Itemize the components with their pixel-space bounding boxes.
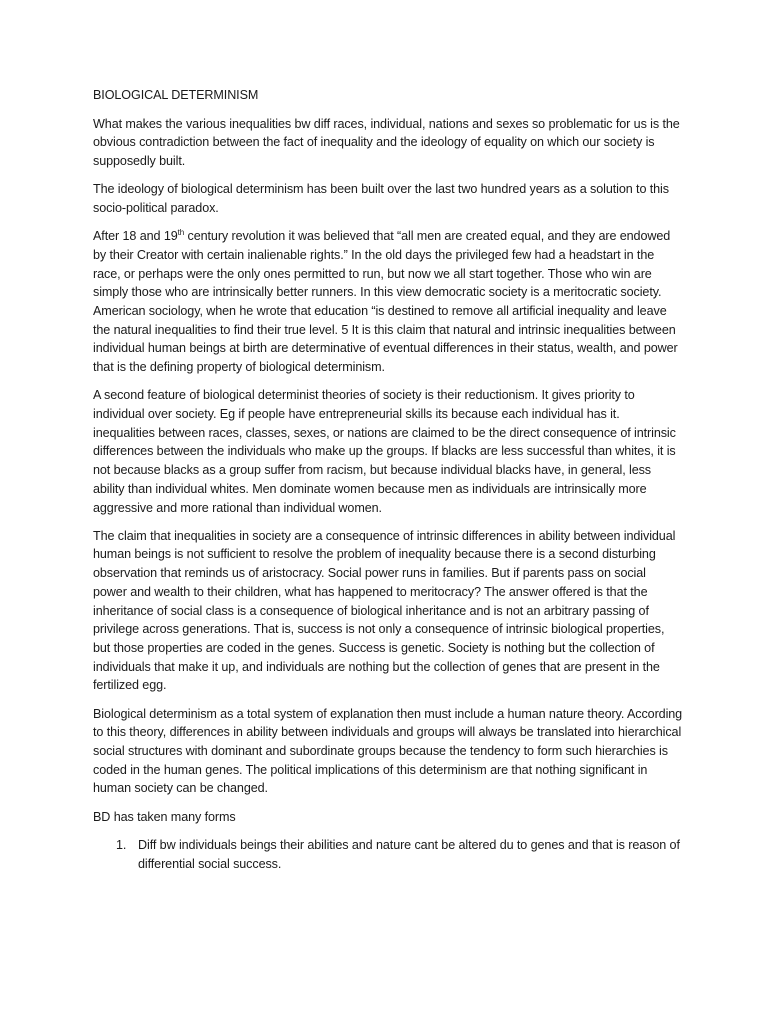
list-item bbox=[93, 836, 683, 873]
paragraph-3 bbox=[93, 227, 683, 377]
paragraph-3-body: century revolution it was believed that “all men are created equal, and they are endowed by their Creator with certain inalienable rights.” In the old days the privileged few had a headstart in the race, or perhaps were the only ones permitted to run, but now we all start together. Those who win are simply those who are intrinsically better runners. In this view democratic society is a meritocratic society. American sociology, when he wrote that education “is destined to remove all artificial inequality and leave the natural inequalities to find their true level. 5 It is this claim that natural and intrinsic inequalities between individual human beings at birth are determinative of eventual differences in their status, wealth, and power that is the defining property of biological determinism. bbox=[93, 229, 678, 375]
paragraph-2: The ideology of biological determinism has been built over the last two hundred years as a solution to this socio-political paradox. bbox=[93, 182, 669, 216]
document-page bbox=[93, 86, 683, 873]
list-item-number: 1. bbox=[116, 837, 127, 852]
paragraph-4: A second feature of biological determinist theories of society is their reductionism. It gives priority to individual over society. Eg if people have entrepreneurial skills its because each individual has it. inequalities between races, classes, sexes, or nations are claimed to be the direct consequence of intrinsic differences between the individuals who make up the groups. If blacks are less successful than whites, it is not because blacks as a group suffer from racism, but because individual blacks have, in general, less ability than individual whites. Men dominate women because men as individuals are intrinsically more aggressive and more rational than individual women. bbox=[93, 388, 676, 515]
numbered-list bbox=[93, 836, 683, 873]
paragraph-7: BD has taken many forms bbox=[93, 809, 236, 824]
paragraph-1: What makes the various inequalities bw diff races, individual, nations and sexes so problematic for us is the obvious contradiction between the fact of inequality and the ideology of equality on which our society is supposedly built. bbox=[93, 116, 680, 169]
list-item-text: Diff bw individuals beings their abilities and nature cant be altered du to genes and that is reason of differential social success. bbox=[138, 837, 680, 871]
ordinal-superscript: th bbox=[177, 228, 185, 238]
paragraph-5: The claim that inequalities in society are a consequence of intrinsic differences in ability between individual human beings is not sufficient to resolve the problem of inequality because there is a second disturbing observation that reminds us of aristocracy. Social power runs in families. But if parents pass on social power and wealth to their children, what has happened to meritocracy? The answer offered is that the inheritance of social class is a consequence of biological inheritance and is not an arbitrary passing of privilege across generations. That is, success is not only a consequence of intrinsic biological properties, but those properties are coded in the genes. Success is genetic. Society is nothing but the collection of individuals that make it up, and individuals are nothing but the collection of genes that are present in the fertilized egg. bbox=[93, 528, 676, 693]
paragraph-3-lead: After 18 and 19 bbox=[93, 229, 178, 244]
document-title: BIOLOGICAL DETERMINISM bbox=[93, 88, 259, 102]
paragraph-6: Biological determinism as a total system of explanation then must include a human nature theory. According to this theory, differences in ability between individuals and groups will always be translated into hierarchical social structures with dominant and subordinate groups because the tendency to form such hierarchies is coded in the human genes. The political implications of this determinism are that nothing significant in human society can be changed. bbox=[93, 706, 683, 796]
